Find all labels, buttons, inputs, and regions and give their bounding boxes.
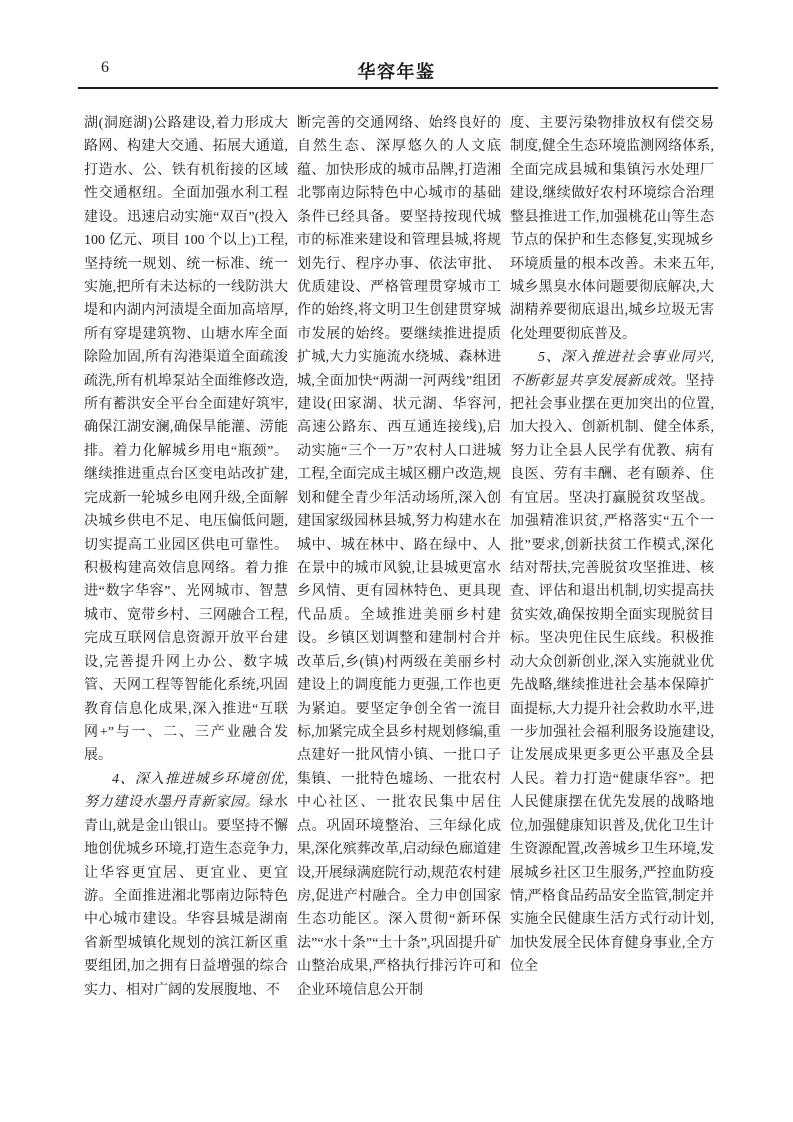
paragraph (84, 768, 288, 1002)
paragraph (510, 346, 714, 978)
paragraph (84, 112, 288, 768)
body-text-run: 绿水青山,就是金山银山。要坚持不懈地创优城乡环境,打造生态竞争力,让华容更宜居、更宜业、更宜游。全面推进湘北鄂南边际特色中心城市建设。华容县城是湖南省新型城镇化规划的滨江新区重要组团,加之拥有日益增强的综合实力、相对广阔的发展腹地、不 (84, 795, 288, 998)
page-title: 华容年鉴 (357, 62, 436, 82)
header-rule (78, 87, 718, 89)
page-number: 6 (101, 59, 110, 76)
body-text-run: 度、主要污染物排放权有偿交易制度,健全生态环境监测网络体系,全面完成县城和集镇污水处理厂建设,继续做好农村环境综合治理整县推进工作,加强桃花山等生态节点的保护和生态修复,实现城乡环境质量的根本改善。未来五年,城乡黑臭水体问题要彻底解决,大湖精养要彻底退出,城乡垃圾无害化处理要彻底普及。 (510, 116, 714, 342)
text-column-3 (510, 112, 714, 1004)
body-text-run: 湖(洞庭湖)公路建设,着力形成大路网、构建大交通、拓展大通道,打造水、公、铁有机衔接的区域性交通枢纽。全面加强水利工程建设。迅速启动实施“双百”(投入 100 亿元、项目 100 个以上)工程,坚持统一规划、统一标准、统一实施,把所有未达标的一线防洪大堤和内湖内河渍堤全面加高培厚,所有穿堤建筑物、山塘水库全面除险加固,所有沟港渠道全面疏浚疏洗,所有机埠泵站全面维修改造,所有蓄洪安全平台全面建好筑牢,确保江湖安澜,确保旱能灌、涝能排。着力化解城乡用电“瓶颈”。继续推进重点台区变电站改扩建,完成新一轮城乡电网升级,全面解决城乡供电不足、电压偏低问题,切实提高工业园区供电可靠性。积极构建高效信息网络。着力推进“数字华容”、光网城市、智慧城市、宽带乡村、三网融合工程,完成互联网信息资源开放平台建设,完善提升网上办公、数字城管、天网工程等智能化系统,巩固教育信息化成果,深入推进“互联网+”与一、二、三产业融合发展。 (84, 116, 288, 764)
body-text-run: 断完善的交通网络、始终良好的自然生态、深厚悠久的人文底蕴、加快形成的城市品牌,打造湘北鄂南边际特色中心城市的基础条件已经具备。要坚持按现代城市的标准来建设和管理县城,将规划先行、程序办事、依法审批、优质建设、严格管理贯穿城市工作的始终,将文明卫生创建贯穿城市发展的始终。要继续推进提质扩城,大力实施流水绕城、森林进城,全面加快“两湖一河两线”组团建设(田家湖、状元湖、华容河,高速公路东、西互通连接线),启动实施“三个一万”农村人口进城工程,全面完成主城区棚户改造,规划和健全青少年活动场所,深入创建国家级园林县城,努力构建水在城中、城在林中、路在绿中、人在景中的城市风貌,让县城更富水乡风情、更有园林特色、更具现代品质。全域推进美丽乡村建设。乡镇区划调整和建制村合并改革后,乡(镇)村两级在美丽乡村建设上的调度能力更强,工作也更为紧迫。要坚定争创全省一流目标,加紧完成全县乡村规划修编,重点建好一批风情小镇、一批口子集镇、一批特色墟场、一批农村中心社区、一批农民集中居住点。巩固环境整治、三年绿化成果,深化殡葬改革,启动绿色廊道建设,开展绿满庭院行动,规范农村建房,促进产村融合。全力申创国家生态功能区。深入贯彻“新环保法”“水十条”“土十条”,巩固提升矿山整治成果,严格执行排污许可和企业环境信息公开制 (297, 116, 501, 998)
section-heading-run: 4、深入推进城乡环境创优,努力建设水墨丹青新家园。 (84, 771, 288, 811)
body-text-run: 坚持把社会事业摆在更加突出的位置,加大投入、创新机制、健全体系,努力让全县人民学有优教、病有良医、劳有丰酬、老有颐养、住有宜居。坚决打赢脱贫攻坚战。加强精准识贫,严格落实“五个一批”要求,创新扶贫工作模式,深化结对帮扶,完善脱贫攻坚推进、核查、评估和退出机制,切实提高扶贫实效,确保按期全面实现脱贫目标。坚决兜住民生底线。积极推动大众创新创业,深入实施就业优先战略,继续推进社会基本保障扩面提标,大力提升社会救助水平,进一步加强社会福利服务设施建设,让发展成果更多更公平惠及全县人民。着力打造“健康华容”。把人民健康摆在优先发展的战略地位,加强健康知识普及,优化卫生计生资源配置,改善城乡卫生环境,发展城乡社区卫生服务,严控血防疫情,严格食品药品安全监管,制定并实施全民健康生活方式行动计划,加快发展全民体育健身事业,全方位全 (510, 373, 714, 975)
text-body (84, 112, 714, 1004)
text-column-2 (297, 112, 501, 1004)
paragraph (510, 112, 714, 346)
text-column-1 (84, 112, 288, 1004)
paragraph (297, 112, 501, 1002)
section-heading-run: 5、深入推进社会事业同兴,不断彰显共享发展新成效。 (510, 350, 714, 389)
